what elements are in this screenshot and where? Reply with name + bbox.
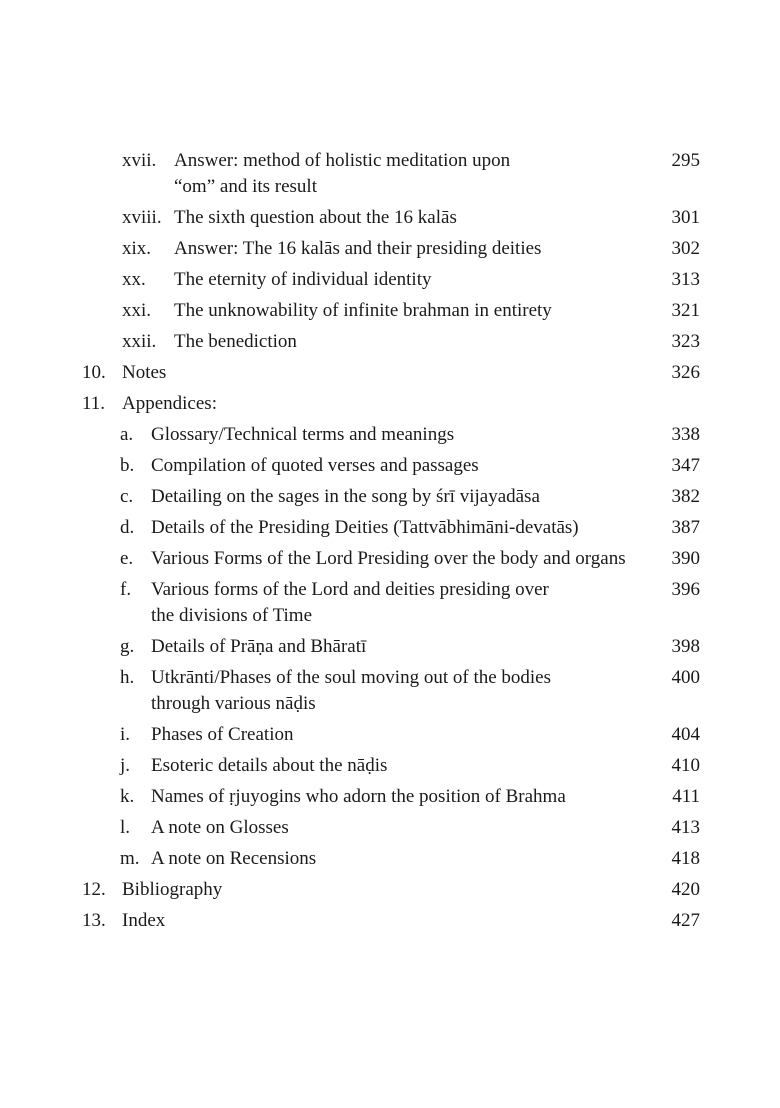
toc-entry bbox=[0, 391, 780, 417]
entry-number: xxii. bbox=[122, 331, 157, 352]
entry-number: xx. bbox=[122, 269, 146, 290]
toc-entry bbox=[0, 634, 780, 660]
toc-entry bbox=[0, 577, 780, 629]
entry-title: The benediction bbox=[174, 331, 297, 352]
entry-title-continued: the divisions of Time bbox=[151, 605, 312, 626]
entry-title-block bbox=[151, 546, 640, 572]
entry-number: l. bbox=[120, 817, 131, 838]
entry-title-block bbox=[151, 577, 640, 629]
toc-entry bbox=[0, 329, 780, 355]
entry-number: e. bbox=[120, 548, 134, 569]
entry-page-number: 427 bbox=[671, 910, 700, 931]
entry-page-number: 338 bbox=[671, 424, 700, 445]
toc-entry bbox=[0, 722, 780, 748]
entry-title-block bbox=[174, 267, 640, 293]
entry-title: Various Forms of the Lord Presiding over the body and organs bbox=[151, 548, 626, 569]
entry-title: Phases of Creation bbox=[151, 724, 294, 745]
entry-number: k. bbox=[120, 786, 135, 807]
entry-title-block bbox=[151, 815, 640, 841]
table-of-contents bbox=[0, 148, 780, 939]
toc-entry bbox=[0, 236, 780, 262]
entry-page-number: 400 bbox=[671, 667, 700, 688]
entry-title: Utkrānti/Phases of the soul moving out of the bodies bbox=[151, 667, 552, 688]
toc-entry bbox=[0, 484, 780, 510]
entry-title-block bbox=[174, 329, 640, 355]
entry-title-block bbox=[174, 205, 640, 231]
entry-number: b. bbox=[120, 455, 135, 476]
entry-title-block bbox=[122, 360, 640, 386]
toc-entry bbox=[0, 298, 780, 324]
entry-page-number: 313 bbox=[671, 269, 700, 290]
entry-title: Detailing on the sages in the song by śrī vijayadāsa bbox=[151, 486, 540, 507]
entry-title-block bbox=[122, 877, 640, 903]
entry-number: m. bbox=[120, 848, 140, 869]
entry-title-continued: through various nāḍis bbox=[151, 693, 316, 714]
entry-page-number: 413 bbox=[671, 817, 700, 838]
entry-title: Glossary/Technical terms and meanings bbox=[151, 424, 455, 445]
entry-title: Details of the Presiding Deities (Tattvābhimāni-devatās) bbox=[151, 517, 579, 538]
entry-number: c. bbox=[120, 486, 134, 507]
entry-page-number: 420 bbox=[671, 879, 700, 900]
entry-number: d. bbox=[120, 517, 135, 538]
toc-entry bbox=[0, 815, 780, 841]
entry-title-block bbox=[151, 784, 640, 810]
entry-title: Details of Prāṇa and Bhāratī bbox=[151, 636, 367, 657]
entry-page-number: 321 bbox=[671, 300, 700, 321]
entry-page-number: 410 bbox=[671, 755, 700, 776]
entry-title: The sixth question about the 16 kalās bbox=[174, 207, 457, 228]
entry-title-block bbox=[151, 422, 640, 448]
entry-page-number: 396 bbox=[671, 579, 700, 600]
entry-number: f. bbox=[120, 579, 132, 600]
entry-title: Various forms of the Lord and deities presiding over bbox=[151, 579, 549, 600]
entry-title-block bbox=[151, 453, 640, 479]
entry-number: xxi. bbox=[122, 300, 152, 321]
toc-entry bbox=[0, 665, 780, 717]
entry-page-number: 398 bbox=[671, 636, 700, 657]
entry-page-number: 382 bbox=[671, 486, 700, 507]
entry-title-continued: “om” and its result bbox=[174, 176, 317, 197]
toc-entry bbox=[0, 515, 780, 541]
entry-title: The eternity of individual identity bbox=[174, 269, 432, 290]
entry-number: a. bbox=[120, 424, 134, 445]
toc-entry bbox=[0, 205, 780, 231]
entry-title-block bbox=[151, 753, 640, 779]
entry-title-block bbox=[151, 665, 640, 717]
entry-number: g. bbox=[120, 636, 135, 657]
entry-title-block bbox=[151, 846, 640, 872]
toc-entry bbox=[0, 877, 780, 903]
toc-entry bbox=[0, 908, 780, 934]
entry-title: Compilation of quoted verses and passages bbox=[151, 455, 479, 476]
entry-page-number: 390 bbox=[671, 548, 700, 569]
entry-title-block bbox=[122, 391, 640, 417]
entry-title: A note on Glosses bbox=[151, 817, 289, 838]
entry-title-block bbox=[122, 908, 640, 934]
entry-number: j. bbox=[120, 755, 131, 776]
entry-page-number: 301 bbox=[671, 207, 700, 228]
entry-title-block bbox=[151, 634, 640, 660]
toc-entry bbox=[0, 148, 780, 200]
entry-title-block bbox=[151, 484, 640, 510]
entry-number: 10. bbox=[82, 362, 106, 383]
toc-entry bbox=[0, 753, 780, 779]
entry-page-number: 295 bbox=[671, 150, 700, 171]
toc-entry bbox=[0, 453, 780, 479]
entry-page-number: 418 bbox=[671, 848, 700, 869]
entry-number: 11. bbox=[82, 393, 106, 414]
entry-title-block bbox=[174, 298, 640, 324]
entry-title-block bbox=[151, 515, 640, 541]
entry-page-number: 411 bbox=[672, 786, 700, 807]
toc-entry bbox=[0, 784, 780, 810]
entry-page-number: 404 bbox=[671, 724, 700, 745]
entry-number: i. bbox=[120, 724, 131, 745]
entry-title: Notes bbox=[122, 362, 167, 383]
entry-page-number: 387 bbox=[671, 517, 700, 538]
entry-title-block bbox=[174, 148, 640, 200]
entry-title: Answer: The 16 kalās and their presiding deities bbox=[174, 238, 542, 259]
toc-entry bbox=[0, 360, 780, 386]
entry-number: xviii. bbox=[122, 207, 162, 228]
entry-page-number: 326 bbox=[671, 362, 700, 383]
entry-number: 13. bbox=[82, 910, 106, 931]
entry-title: A note on Recensions bbox=[151, 848, 317, 869]
toc-entry bbox=[0, 846, 780, 872]
toc-entry bbox=[0, 422, 780, 448]
entry-title-block bbox=[151, 722, 640, 748]
entry-number: xvii. bbox=[122, 150, 157, 171]
entry-number: 12. bbox=[82, 879, 106, 900]
entry-title-block bbox=[174, 236, 640, 262]
entry-page-number: 347 bbox=[671, 455, 700, 476]
entry-title: Esoteric details about the nāḍis bbox=[151, 755, 388, 776]
entry-title: The unknowability of infinite brahman in entirety bbox=[174, 300, 552, 321]
entry-title: Bibliography bbox=[122, 879, 223, 900]
toc-entry bbox=[0, 267, 780, 293]
entry-number: xix. bbox=[122, 238, 152, 259]
entry-title: Names of ṛjuyogins who adorn the position of Brahma bbox=[151, 786, 566, 807]
entry-page-number: 302 bbox=[671, 238, 700, 259]
entry-page-number: 323 bbox=[671, 331, 700, 352]
toc-entry bbox=[0, 546, 780, 572]
entry-title: Appendices: bbox=[122, 393, 217, 414]
entry-title: Answer: method of holistic meditation upon bbox=[174, 150, 511, 171]
entry-number: h. bbox=[120, 667, 135, 688]
entry-title: Index bbox=[122, 910, 166, 931]
